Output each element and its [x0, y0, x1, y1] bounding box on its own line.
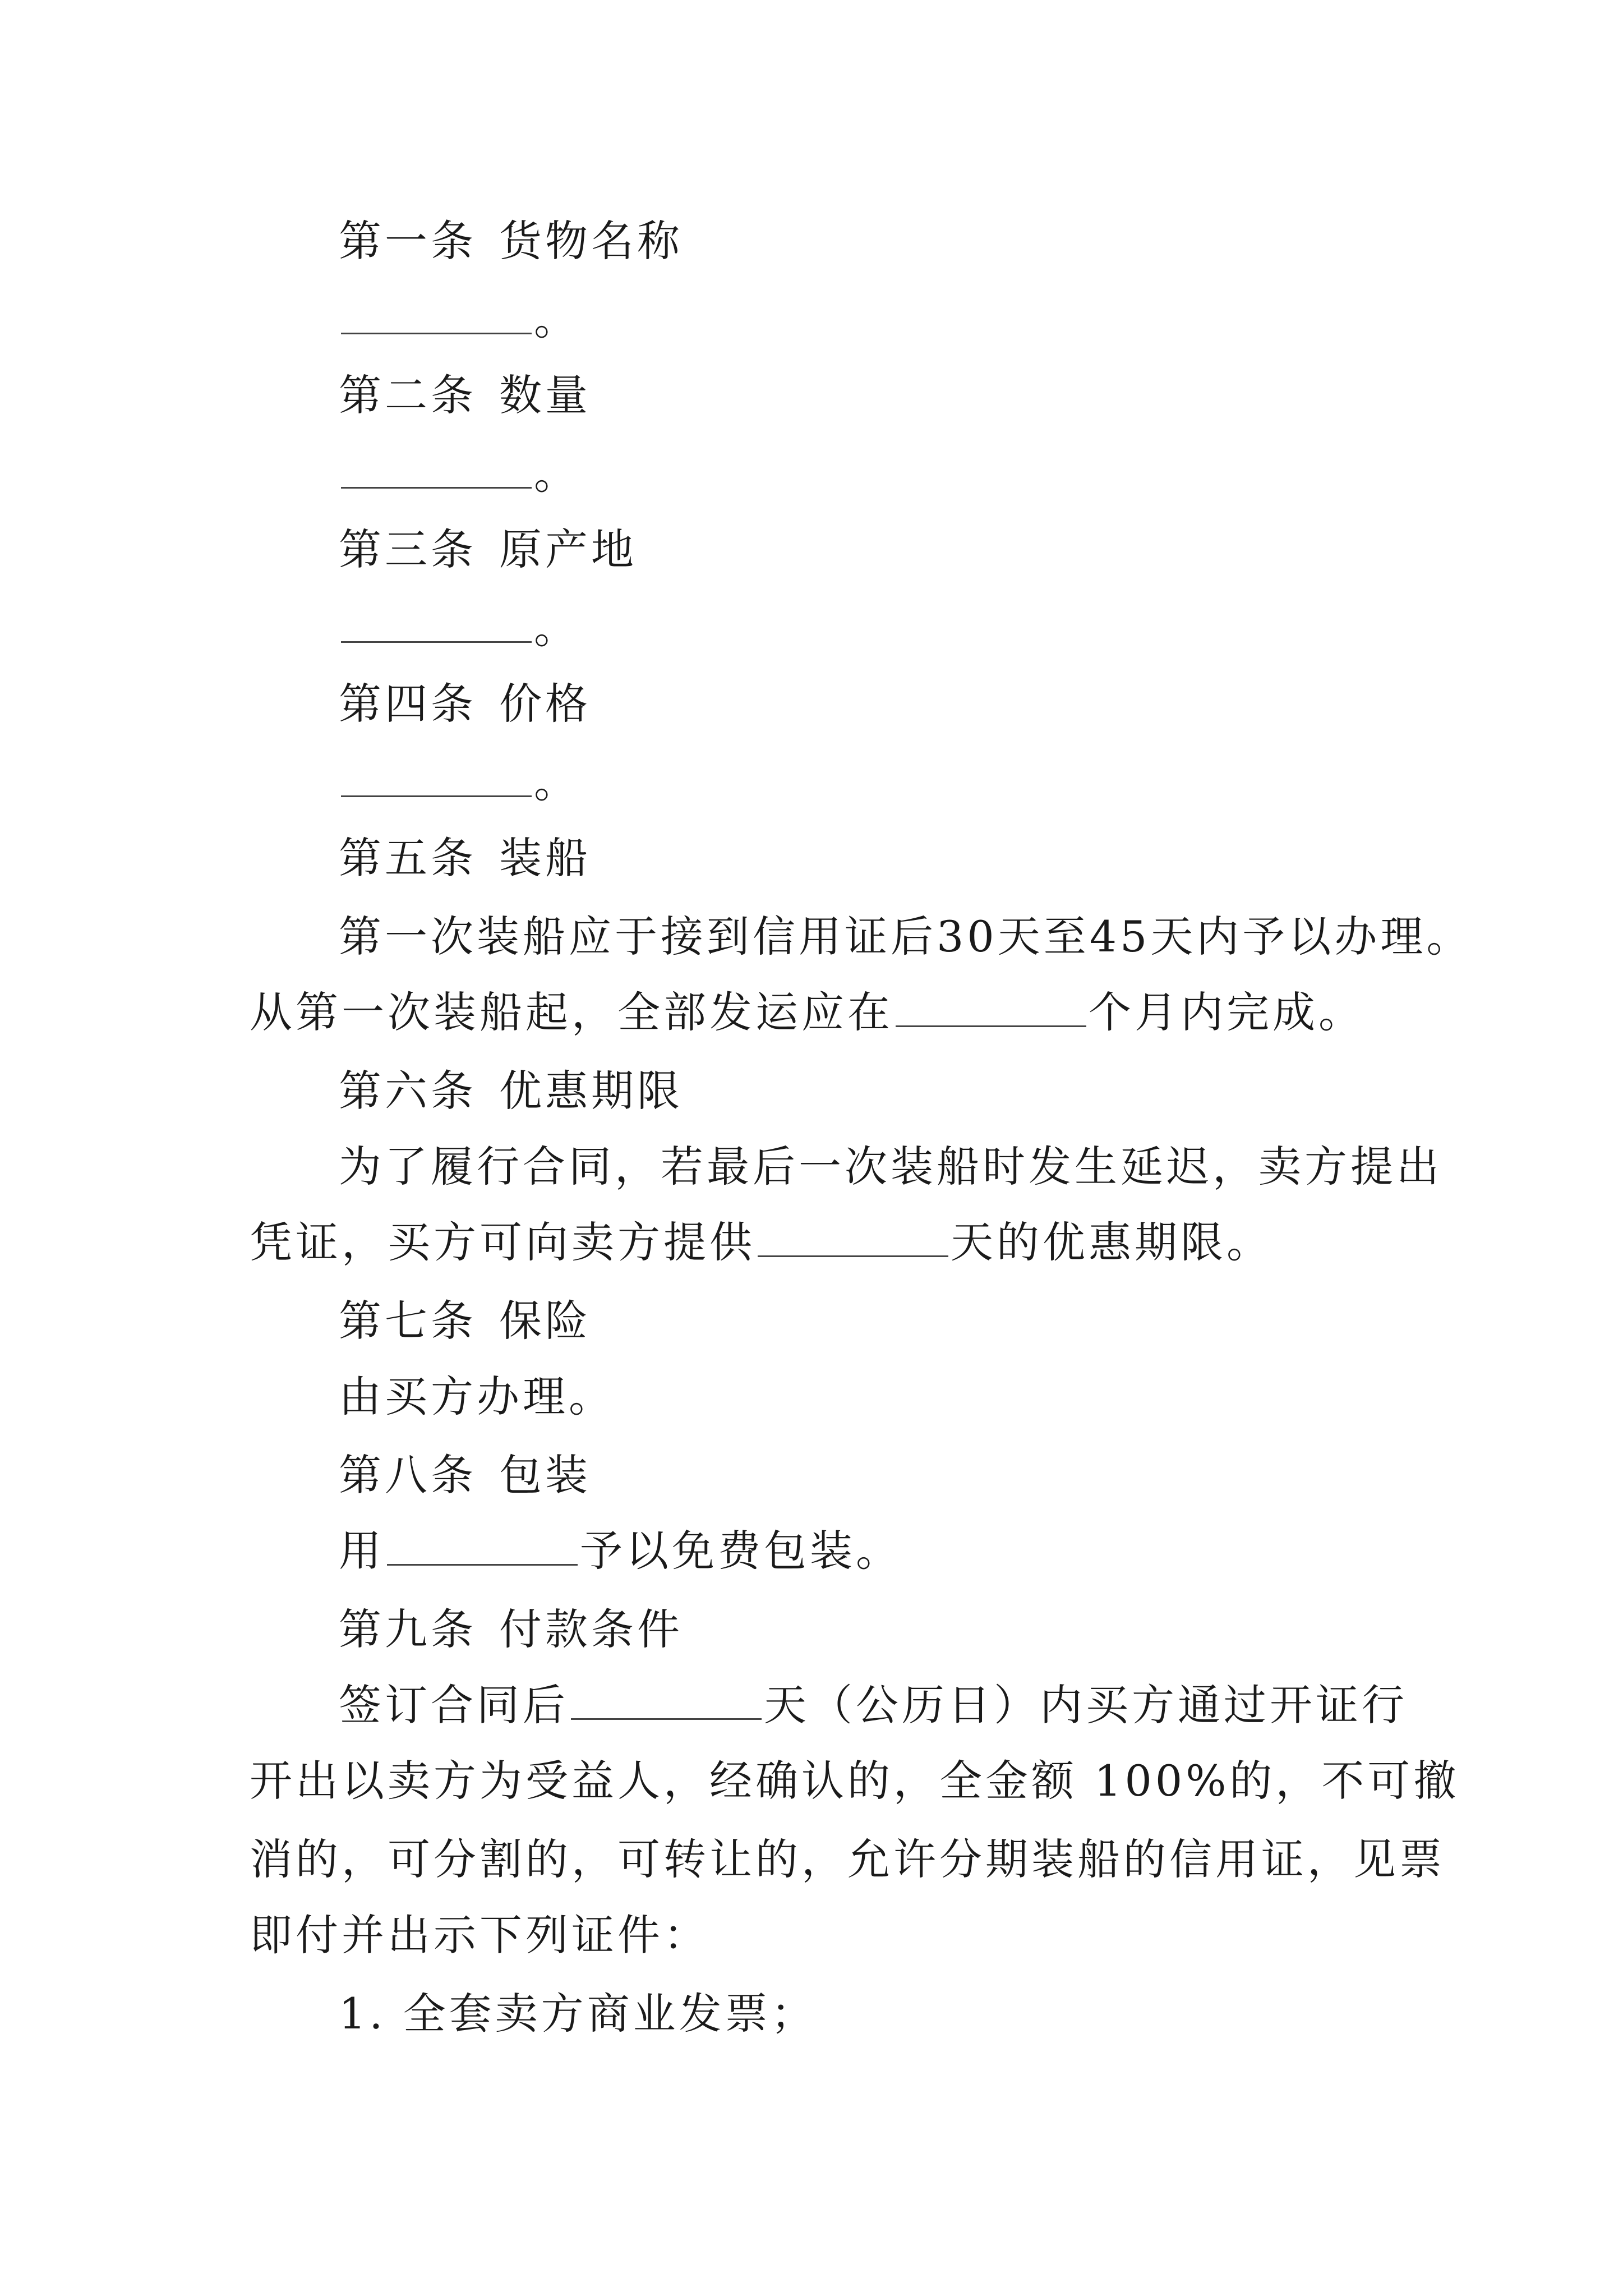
grace-text-before: 凭证，买方可向卖方提供	[250, 1217, 755, 1267]
article-title: 数量	[499, 370, 591, 420]
article-number: 第八条	[339, 1450, 477, 1500]
article-4-blank-line	[339, 754, 1393, 811]
payment-text-after: 天（公历日）内买方通过开证行	[764, 1680, 1408, 1730]
fill-in-blank	[341, 762, 532, 797]
packing-text-before: 用	[339, 1526, 385, 1576]
article-title: 货物名称	[499, 216, 683, 266]
payment-line-1	[339, 1677, 1408, 1733]
article-2-blank-line	[339, 446, 1393, 502]
period: 。	[534, 295, 580, 344]
fill-in-blank	[341, 453, 532, 489]
article-number: 第二条	[339, 370, 477, 420]
payment-line-4: 即付并出示下列证件：	[250, 1910, 709, 1960]
period: 。	[534, 757, 580, 807]
article-1-blank-line	[339, 292, 1393, 348]
fill-in-blank	[341, 299, 532, 334]
payment-line-2: 开出以卖方为受益人，经确认的，全金额 100%的，不可撤	[250, 1756, 1460, 1806]
article-4-heading	[339, 676, 1393, 732]
packing-line	[339, 1523, 1393, 1579]
shipment-line-1: 第一次装船应于接到信用证后30天至45天内予以办理。	[339, 912, 1473, 961]
payment-line-3: 消的，可分割的，可转让的，允许分期装船的信用证，见票	[250, 1834, 1445, 1884]
article-9-heading	[339, 1602, 1393, 1658]
packing-text-after: 予以免费包装。	[580, 1526, 902, 1576]
article-3-blank-line	[339, 600, 1393, 656]
article-title: 付款条件	[499, 1604, 683, 1654]
grace-text-after: 天的优惠期限。	[951, 1217, 1272, 1267]
fill-in-blank	[896, 992, 1086, 1027]
fill-in-blank	[571, 1685, 762, 1720]
article-title: 包装	[499, 1450, 591, 1500]
article-8-heading	[339, 1447, 1393, 1503]
insurance-text: 由买方办理。	[339, 1372, 615, 1421]
payment-text-before: 签订合同后	[339, 1680, 569, 1730]
payment-item-1: 1. 全套卖方商业发票；	[339, 1989, 817, 2039]
article-number: 第五条	[339, 833, 477, 883]
article-number: 第七条	[339, 1296, 477, 1346]
article-number: 第一条	[339, 216, 477, 266]
article-5-heading	[339, 830, 1393, 886]
article-title: 价格	[499, 679, 591, 729]
grace-line-2	[250, 1214, 1394, 1271]
article-number: 第四条	[339, 679, 477, 729]
article-number: 第三条	[339, 524, 477, 574]
article-title: 原产地	[499, 524, 637, 574]
fill-in-blank	[387, 1530, 578, 1566]
shipment-text-after: 个月内完成。	[1089, 987, 1364, 1037]
article-6-heading	[339, 1063, 1393, 1119]
article-title: 保险	[499, 1296, 591, 1346]
fill-in-blank	[758, 1222, 948, 1257]
shipment-line-2	[250, 984, 1394, 1041]
article-number: 第六条	[339, 1066, 477, 1116]
grace-line-1: 为了履行合同，若最后一次装船时发生延迟，卖方提出	[339, 1142, 1442, 1191]
article-title: 优惠期限	[499, 1066, 683, 1116]
article-3-heading	[339, 522, 1393, 578]
article-2-heading	[339, 367, 1393, 424]
period: 。	[534, 449, 580, 499]
period: 。	[534, 603, 580, 653]
fill-in-blank	[341, 608, 532, 643]
article-1-heading	[339, 213, 1393, 269]
article-number: 第九条	[339, 1604, 477, 1654]
article-title: 装船	[499, 833, 591, 883]
shipment-text-before: 从第一次装船起，全部发运应在	[250, 987, 893, 1037]
article-7-heading	[339, 1293, 1393, 1349]
